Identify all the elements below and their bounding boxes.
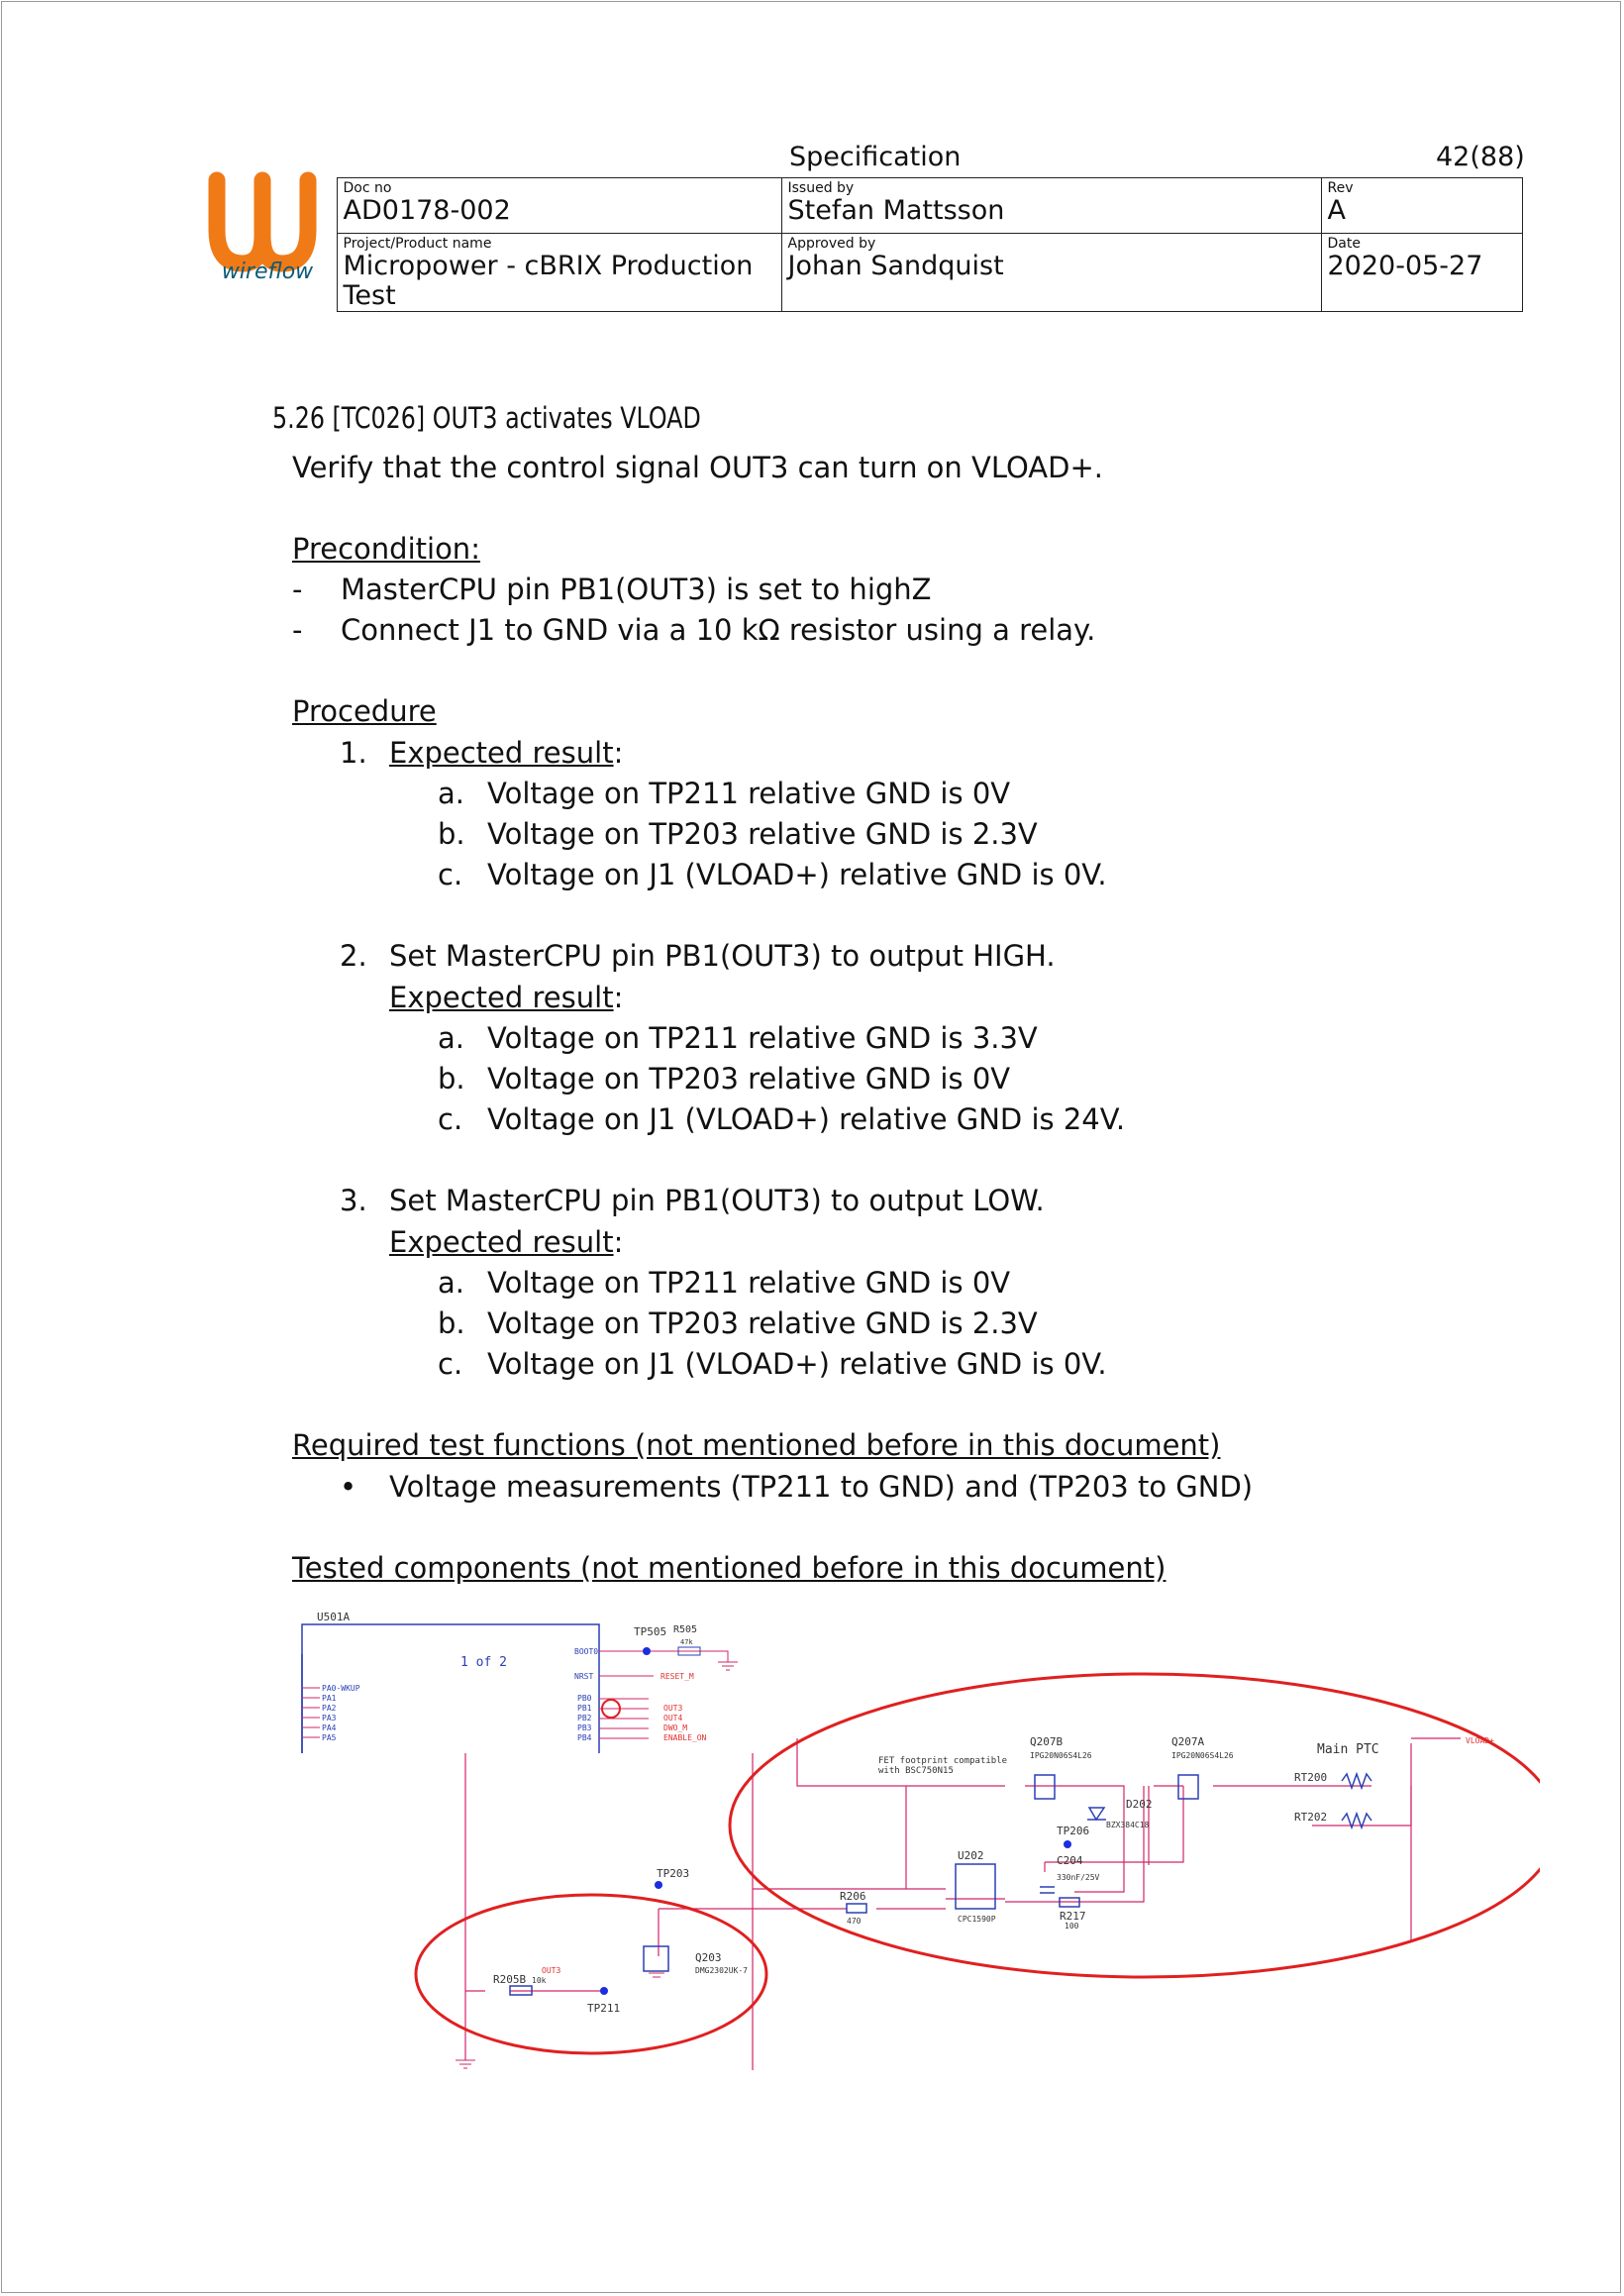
result-letter: c. [438,1347,463,1381]
result-letter: a. [438,1266,464,1300]
pin-label: PB4 [577,1733,592,1742]
result-letter: c. [438,858,463,891]
step-number: 1. [340,736,367,770]
net-label: ENABLE_ON [663,1733,707,1742]
fet-note: with BSC750N15 [878,1766,954,1776]
step-action: Set MasterCPU pin PB1(OUT3) to output LOW. [389,1184,1045,1217]
r217-label: R217 [1060,1910,1086,1923]
expected-result-label: Expected result: [389,1225,624,1259]
result-text: Voltage on TP211 relative GND is 3.3V [487,1021,1038,1055]
rev-label: Rev [1327,180,1354,196]
required-functions-title: Required test functions (not mentioned before in this document) [292,1428,1221,1462]
tp505-dot [643,1647,651,1655]
approved-by: Johan Sandquist [787,251,1004,281]
issued-by-label: Issued by [787,180,855,196]
step-action: Set MasterCPU pin PB1(OUT3) to output HIGH. [389,939,1056,973]
precondition-item: Connect J1 to GND via a 10 kΩ resistor using a relay. [341,613,1096,647]
r205b-label: R205B [493,1973,527,1986]
out3-net: OUT3 [542,1966,561,1975]
tp505-label: TP505 [634,1625,667,1638]
project-label: Project/Product name [343,236,492,252]
page-number: 42(88) [1436,142,1525,172]
r505-label: R505 [673,1624,698,1635]
bullet: • [340,1470,357,1504]
section-heading: 5.26 [TC026] OUT3 activates VLOAD [272,401,701,435]
date-label: Date [1327,236,1361,252]
precondition-item: MasterCPU pin PB1(OUT3) is set to highZ [341,573,932,606]
result-text: Voltage on TP203 relative GND is 0V [487,1062,1011,1096]
approved-by-label: Approved by [787,236,876,252]
result-text: Voltage on J1 (VLOAD+) relative GND is 0V. [487,1347,1107,1381]
pin-label: PA0-WKUP [322,1684,360,1693]
q207a-part: IPG20N06S4L26 [1171,1751,1234,1760]
vload-net: VLOAD+ [1466,1736,1494,1745]
tp211-dot [600,1987,608,1995]
result-letter: b. [438,1062,465,1096]
r206-label: R206 [840,1890,866,1903]
pin-label: PB2 [577,1714,592,1722]
r505-value: 47k [680,1638,693,1646]
tested-components-title: Tested components (not mentioned before in this document) [292,1551,1167,1585]
doc-no-label: Doc no [343,180,392,196]
rt202-label: RT202 [1294,1811,1328,1824]
tp206-label: TP206 [1057,1825,1090,1837]
expected-result-text: Expected result [389,736,614,770]
fet-note: FET footprint compatible [878,1756,1008,1766]
procedure-title: Procedure [292,694,437,728]
rt200-label: RT200 [1294,1771,1328,1784]
logo-text: wireflow [221,260,314,284]
step-number: 2. [340,939,367,973]
nrst-net: RESET_M [660,1672,694,1681]
spec-title: Specification [789,142,962,172]
q203-part: DMG2302UK-7 [695,1966,748,1975]
tp206-dot [1064,1840,1071,1848]
result-text: Voltage on TP211 relative GND is 0V [487,1266,1011,1300]
pin-label: PB0 [577,1694,592,1703]
result-letter: b. [438,817,465,851]
pin-label: PB3 [577,1723,592,1732]
nrst-pin: NRST [574,1672,594,1681]
expected-result-label: Expected result: [389,736,624,770]
issued-by: Stefan Mattsson [787,195,1005,226]
pin-label: PA1 [322,1694,337,1703]
u202-label: U202 [958,1849,984,1862]
dash: - [292,573,303,606]
pin-label: PA2 [322,1704,337,1713]
step-number: 3. [340,1184,367,1217]
q207b-part: IPG20N06S4L26 [1030,1751,1092,1760]
result-letter: a. [438,1021,464,1055]
main-ptc-label: Main PTC [1317,1742,1379,1757]
result-text: Voltage on J1 (VLOAD+) relative GND is 0V. [487,858,1107,891]
rev: A [1327,195,1346,226]
result-text: Voltage on TP203 relative GND is 2.3V [487,817,1038,851]
result-letter: b. [438,1306,465,1340]
expected-result-text: Expected result [389,981,614,1014]
tp203-label: TP203 [657,1867,690,1880]
net-label: OUT3 [663,1704,683,1713]
tp203-dot [655,1881,662,1889]
dash: - [292,613,303,647]
doc-no: AD0178-002 [343,195,511,226]
u501a-label: U501A [317,1611,351,1623]
q207a-label: Q207A [1171,1735,1205,1748]
r206-value: 470 [847,1917,862,1926]
pin-label: PA5 [322,1733,337,1742]
q203-label: Q203 [695,1951,722,1964]
u202-part: CPC1590P [958,1915,996,1924]
result-text: Voltage on TP203 relative GND is 2.3V [487,1306,1038,1340]
project-name: Micropower - cBRIX Production Test [343,251,754,311]
intro-text: Verify that the control signal OUT3 can turn on VLOAD+. [292,451,1103,484]
pin-label: PB1 [577,1704,592,1713]
date: 2020-05-27 [1327,251,1483,281]
c204-value: 330nF/25V [1057,1873,1100,1882]
r217-value: 100 [1065,1922,1079,1931]
boot0-pin: BOOT0 [574,1647,599,1656]
required-function-item: Voltage measurements (TP211 to GND) and (TP203 to GND) [389,1470,1254,1504]
result-text: Voltage on J1 (VLOAD+) relative GND is 24V. [487,1102,1126,1136]
precondition-title: Precondition: [292,532,480,566]
c204-label: C204 [1057,1854,1083,1867]
circuit-schematic [292,1605,1540,2080]
expected-result-label: Expected result: [389,981,624,1014]
d202-label: D202 [1126,1798,1153,1811]
pin-label: PA3 [322,1714,337,1722]
sheet-label: 1 of 2 [460,1655,507,1670]
net-label: OUT4 [663,1714,683,1722]
header-table [191,177,1523,312]
q207b-label: Q207B [1030,1735,1064,1748]
expected-result-text: Expected result [389,1225,614,1259]
result-letter: a. [438,777,464,810]
r205b-value: 10k [532,1976,547,1985]
result-letter: c. [438,1102,463,1136]
pin-label: PA4 [322,1723,337,1732]
result-text: Voltage on TP211 relative GND is 0V [487,777,1011,810]
d202-part: BZX384C18 [1106,1821,1150,1829]
net-label: DWO_M [663,1723,688,1732]
tp211-label: TP211 [587,2002,621,2015]
